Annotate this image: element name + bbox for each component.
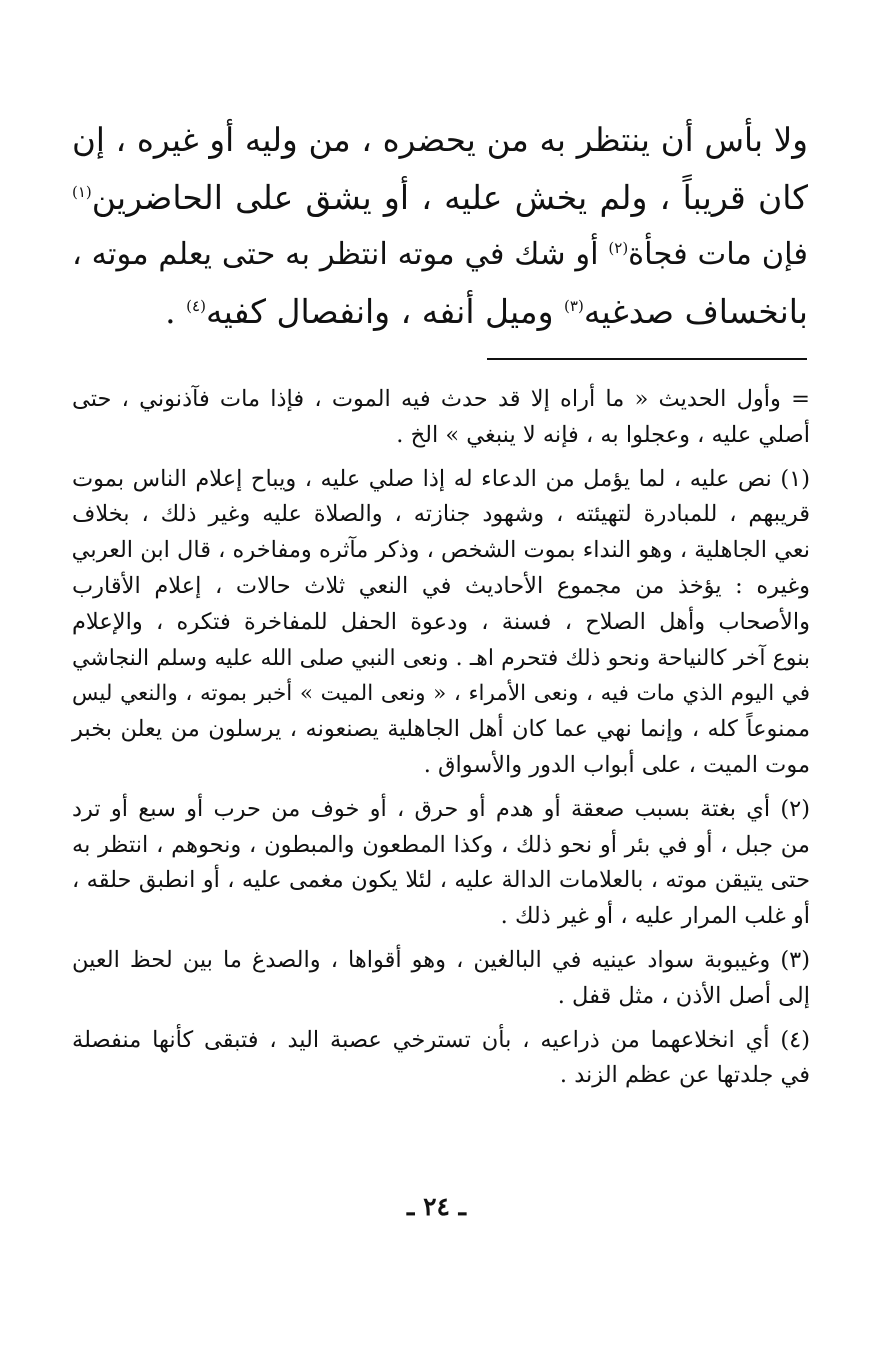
footnote-line: ممنوعاً كله ، وإنما نهي عما كان أهل الجاهلية يصنعونه ، يرسلون من يعلن بخبر (72, 716, 810, 743)
footnote-line: موت الميت ، على أبواب الدور والأسواق . (423, 751, 810, 778)
footnote-line: في اليوم الذي مات فيه ، ونعى الأمراء ، « ونعى الميت » أخبر بموته ، والنعي ليس (72, 681, 810, 707)
footnote-ref: (٤) (186, 297, 206, 315)
footnote-line: أو غلب المرار عليه ، أو غير ذلك . (500, 903, 810, 930)
footnote-1 (72, 462, 810, 784)
main-line: بانخساف صدغيه$^{(٣)}$ وميل أنفه ، وانفصال كفيه$^{(٤)}$ . (165, 292, 808, 331)
footnote-line: قريبهم ، للمبادرة لتهيئته ، وشهود جنازته ، والصلاة عليه وغير ذلك ، بخلاف (72, 501, 810, 528)
main-line: ولا بأس أن ينتظر به من يحضره ، من وليه أو غيره ، إن (72, 121, 808, 159)
footnote-line: نعي الجاهلية ، وهو النداء بموت الشخص ، وذكر مآثره ومفاخره ، قال ابن العربي (71, 537, 810, 564)
footnote-line: إلى أصل الأذن ، مثل قفل . (557, 982, 810, 1009)
footnote-continued (72, 382, 810, 454)
footnote-ref: (١) (72, 183, 92, 201)
footnote-ref: (٣) (564, 297, 584, 315)
footnote-2 (72, 792, 810, 935)
footnote-line: (٣) وغيبوبة سواد عينيه في البالغين ، وهو أقواها ، والصدغ ما بين لحظ العين (72, 946, 810, 973)
footnote-line: بنوع آخر كالنياحة ونحو ذلك فتحرم اهـ . ونعى النبي صلى الله عليه وسلم النجاشي (72, 645, 810, 671)
footnote-line: من جبل ، أو في بئر أو نحو ذلك ، وكذا المطعون والمبطون ، ونحوهم ، انتظر به (72, 831, 810, 858)
footnote-line: (١) نص عليه ، لما يؤمل من الدعاء له إذا صلي عليه ، ويباح إعلام الناس بموت (72, 465, 810, 492)
footnote-line: وغيره : يؤخذ من مجموع الأحاديث في النعي ثلاث حالات ، إعلام الأقارب (72, 572, 810, 599)
footnote-line: (٢) أي بغتة بسبب صعقة أو هدم أو حرق ، أو خوف من حرب أو سبع أو ترد (72, 795, 810, 822)
footnote-4 (72, 1023, 810, 1095)
footnote-separator (487, 358, 807, 360)
footnote-line: (٤) أي انخلاعهما من ذراعيه ، بأن تسترخي عصبة اليد ، فتبقى كأنها منفصلة (72, 1026, 810, 1053)
footnote-line: حتى يتيقن موته ، بالعلامات الدالة عليه ، لئلا يكون مغمى عليه ، أو انطبق حلقه ، (72, 867, 810, 894)
footnote-line: = وأول الحديث « ما أراه إلا قد حدث فيه الموت ، فإذا مات فآذنوني ، حتى (72, 386, 810, 412)
main-text (72, 112, 808, 340)
main-line: كان قريباً ، ولم يخش عليه ، أو يشق على الحاضرين$^{(١)}$ (72, 178, 808, 217)
page-number: ـ ٢٤ ـ (407, 1192, 466, 1221)
footnote-line: والأصحاب وأهل الصلاح ، فسنة ، ودعوة الحفل للمفاخرة فتكره ، والإعلام (72, 608, 810, 635)
footnotes (72, 382, 810, 1102)
main-line: فإن مات فجأة$^{(٢)}$ أو شك في موته انتظر به حتى يعلم موته ، (72, 237, 808, 272)
footnote-ref: (٢) (608, 238, 629, 257)
footnote-line: أصلي عليه ، وعجلوا به ، فإنه لا ينبغي » الخ . (396, 421, 810, 448)
footnote-line: في جلدتها عن عظم الزند . (559, 1062, 810, 1089)
footnote-3 (72, 943, 810, 1015)
